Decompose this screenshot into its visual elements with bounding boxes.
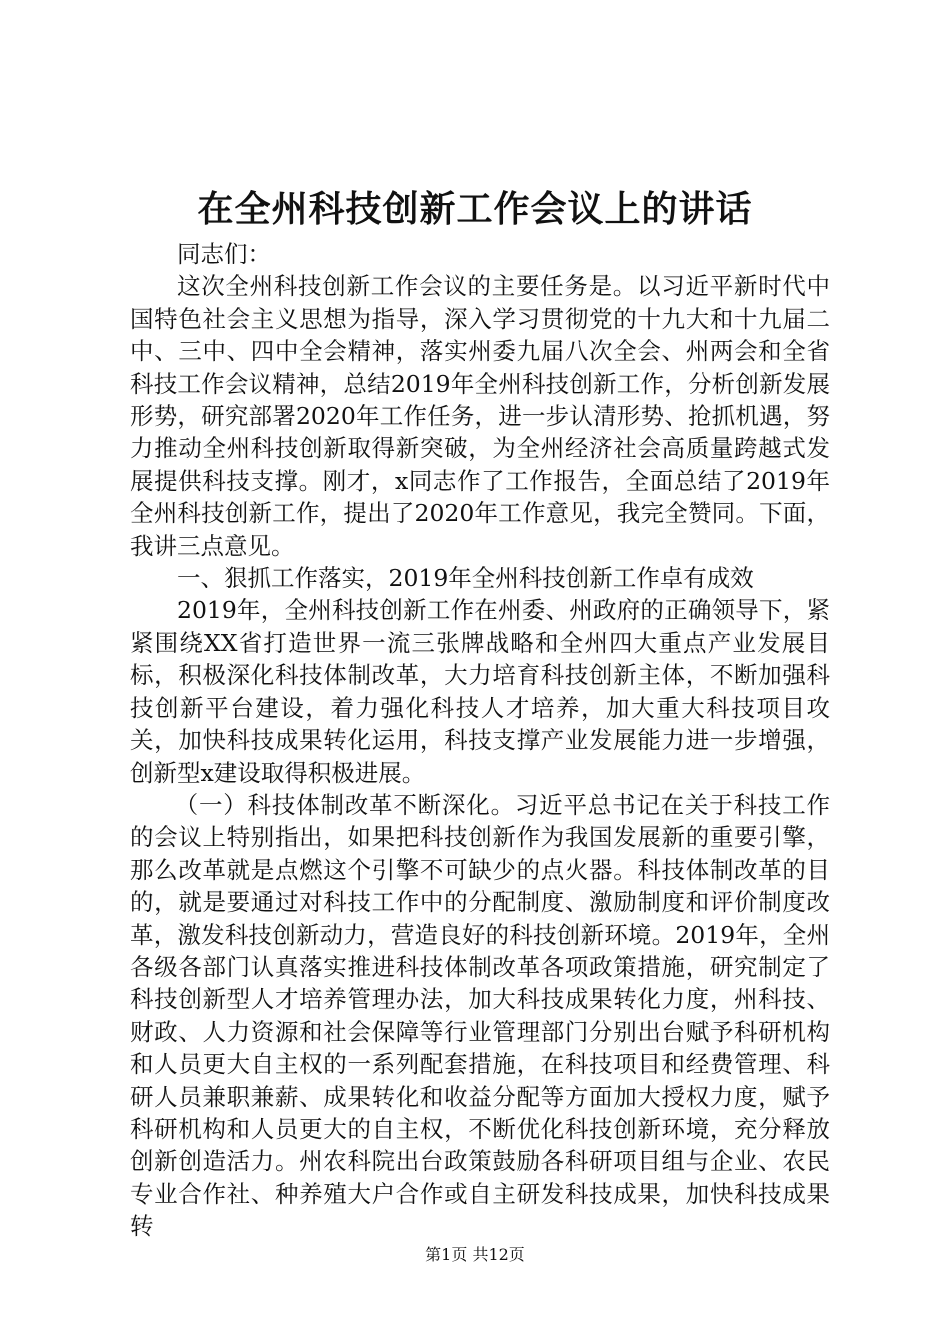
page-footer: 第1页 共12页 xyxy=(425,1245,525,1264)
document-title: 在全州科技创新工作会议上的讲话 xyxy=(197,189,753,230)
paragraph-reform: （一）科技体制改革不断深化。习近平总书记在关于科技工作的会议上特别指出，如果把科技创新作为我国发展新的重要引擎，那么改革就是点燃这个引擎不可缺少的点火器。科技体制改革的目的，就是要通过对科技工作中的分配制度、激励制度和评价制度改革，激发科技创新动力，营造良好的科技创新环境。2019年，全州各级各部门认真落实推进科技体制改革各项政策措施，研究制定了科技创新型人才培养管理办法，加大科技成果转化力度，州科技、财政、人力资源和社会保障等行业管理部门分别出台赋予科研机构和人员更大自主权的一系列配套措施，在科技项目和经费管理、科研人员兼职兼薪、成果转化和收益分配等方面加大授权力度，赋予科研机构和人员更大的自主权，不断优化科技创新环境，充分释放创新创造活力。州农科院出台政策鼓励各科研项目组与企业、农民专业合作社、种养殖大户合作或自主研发科技成果，加快科技成果转 xyxy=(130,790,830,1241)
section-heading-1: 一、狠抓工作落实，2019年全州科技创新工作卓有成效 xyxy=(177,564,754,593)
salutation: 同志们： xyxy=(177,240,271,268)
paragraph-overview: 2019年，全州科技创新工作在州委、州政府的正确领导下，紧紧围绕XX省打造世界一流三张牌战略和全州四大重点产业发展目标，积极深化科技体制改革，大力培育科技创新主体，不断加强科技创新平台建设，着力强化科技人才培养，加大重大科技项目攻关，加快科技成果转化运用，科技支撑产业发展能力进一步增强，创新型x建设取得积极进展。 xyxy=(130,596,830,787)
document-body xyxy=(130,238,830,1243)
paragraph-intro: 这次全州科技创新工作会议的主要任务是。以习近平新时代中国特色社会主义思想为指导，深入学习贯彻党的十九大和十九届二中、三中、四中全会精神，落实州委九届八次全会、州两会和全省科技工作会议精神，总结2019年全州科技创新工作，分析创新发展形势，研究部署2020年工作任务，进一步认清形势、抢抓机遇，努力推动全州科技创新取得新突破，为全州经济社会高质量跨越式发展提供科技支撑。刚才，x同志作了工作报告，全面总结了2019年全州科技创新工作，提出了2020年工作意见，我完全赞同。下面，我讲三点意见。 xyxy=(130,272,830,560)
